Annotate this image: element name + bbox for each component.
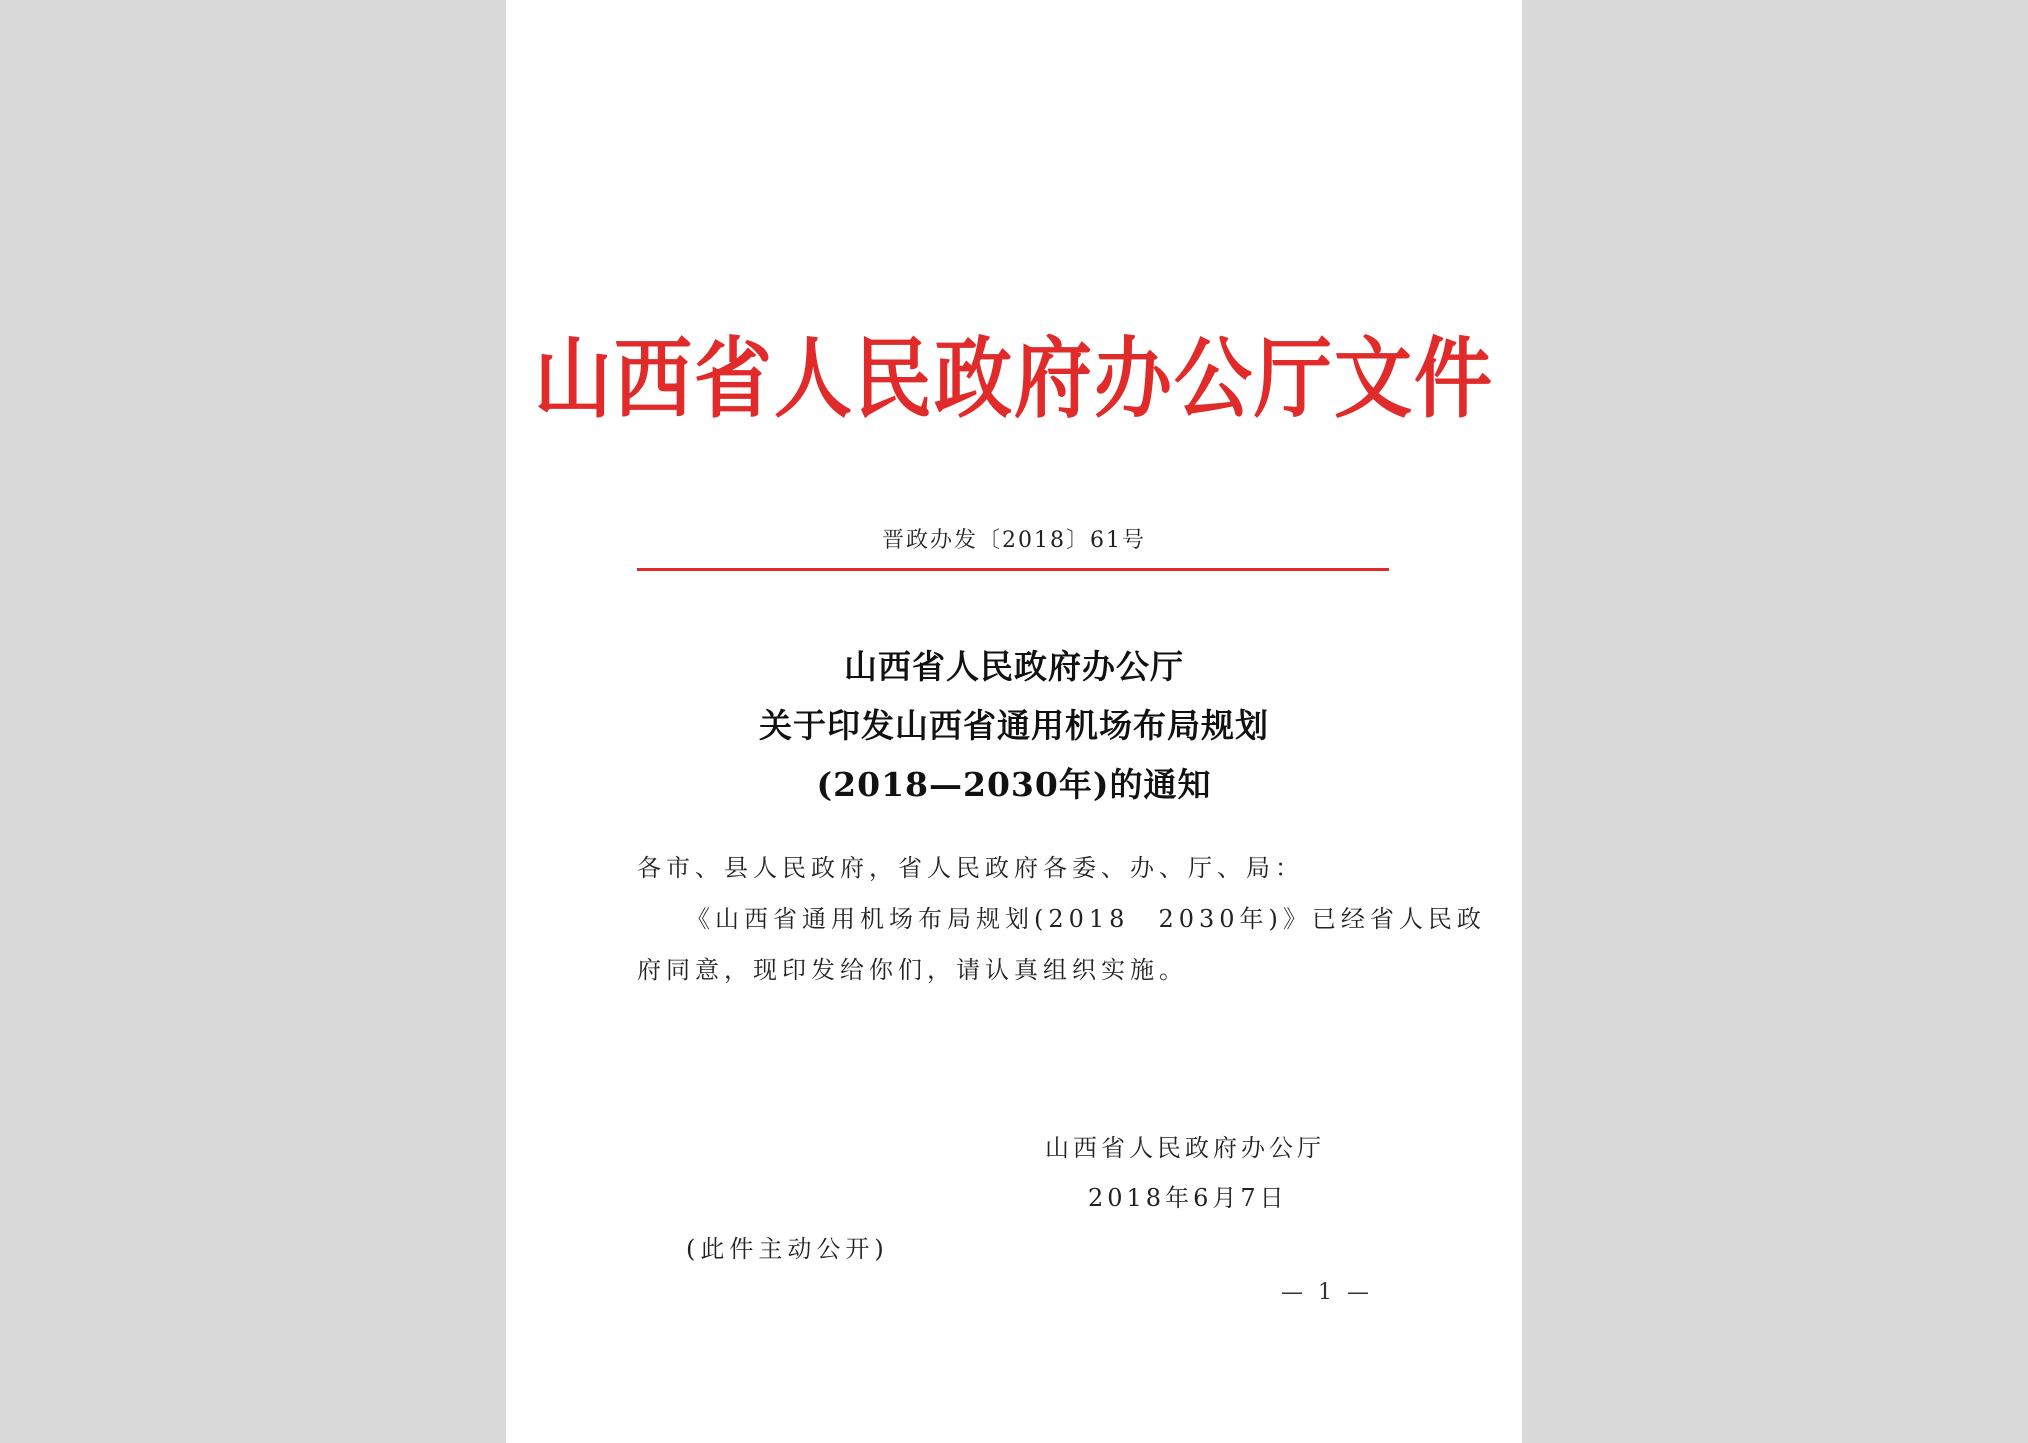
issue-date: 2018年6月7日	[1088, 1184, 1288, 1212]
page-number: — 1 —	[1281, 1280, 1373, 1305]
document-number: 晋政办发〔2018〕61号	[882, 528, 1146, 553]
signatory: 山西省人民政府办公厅	[1045, 1134, 1325, 1162]
disclosure-note: (此件主动公开)	[686, 1235, 889, 1263]
issuer-title: 山西省人民政府办公厅文件	[533, 328, 1494, 431]
document-page	[506, 0, 1522, 1443]
notice-heading-line-2: 关于印发山西省通用机场布局规划	[759, 706, 1269, 745]
notice-heading-line-3: (2018—2030年)的通知	[816, 765, 1212, 804]
addressee: 各市、县人民政府，省人民政府各委、办、厅、局：	[637, 854, 1304, 882]
notice-heading-line-1: 山西省人民政府办公厅	[844, 647, 1184, 686]
red-separator-line	[637, 568, 1389, 571]
body-line-1: 《山西省通用机场布局规划(2018 2030年)》已经省人民政	[686, 905, 1486, 933]
body-line-2: 府同意，现印发给你们，请认真组织实施。	[637, 956, 1188, 984]
